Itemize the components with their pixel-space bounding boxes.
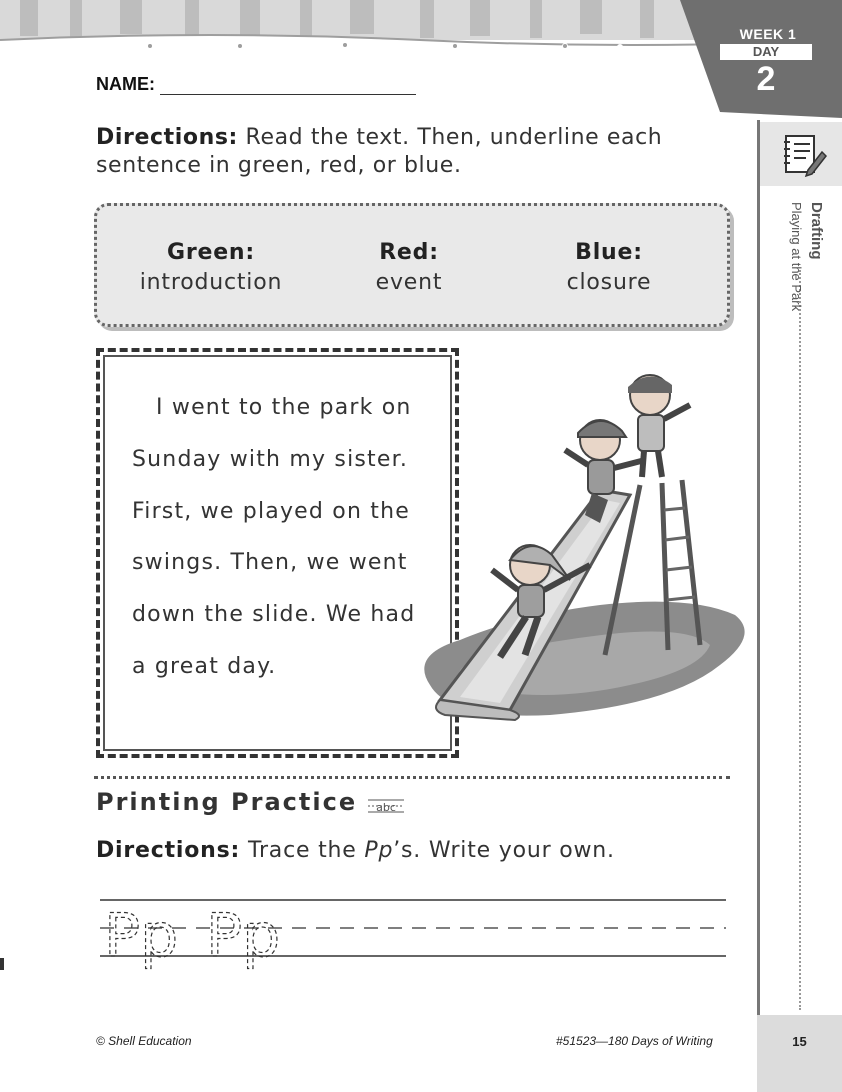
day-label: DAY: [720, 44, 812, 60]
section-divider: [94, 776, 730, 779]
footer-copyright: © Shell Education: [96, 1034, 192, 1048]
right-dotted-line: [799, 270, 801, 1010]
trace-letters-1: Pp: [104, 901, 179, 971]
handwriting-practice-lines[interactable]: [96, 892, 726, 972]
legend-green: [111, 238, 311, 298]
story-text[interactable]: I went to the park on Sunday with my sister. First, we played on the swings. Then, we went down the slide. We had a great day.: [132, 395, 416, 679]
legend-heading: Blue:: [575, 240, 643, 265]
name-write-line[interactable]: [160, 94, 416, 95]
kids-on-slide-illustration: [400, 365, 760, 735]
side-section-label: Drafting: [808, 202, 825, 260]
printing-directions: [96, 838, 615, 863]
legend-value: event: [375, 270, 443, 295]
legend-heading: Green:: [166, 240, 255, 265]
legend-heading: Red:: [379, 240, 439, 265]
abc-icon-label: abc: [376, 801, 396, 814]
week-label: WEEK 1: [739, 26, 797, 42]
side-tab-text: [782, 200, 842, 360]
legend-red: [309, 238, 509, 298]
color-legend-box: [94, 203, 730, 327]
abc-lines-icon: [368, 797, 404, 815]
printing-directions-pre: Trace the: [240, 838, 365, 863]
side-topic-label: Playing at the Park: [789, 202, 804, 312]
page-number: 15: [792, 1034, 807, 1049]
trace-letters-2: Pp: [206, 901, 281, 971]
name-label: NAME:: [96, 74, 155, 94]
page-number-tab: [757, 1015, 842, 1092]
directions: [96, 124, 716, 180]
legend-blue: [509, 238, 709, 298]
day-number: 2: [756, 60, 776, 98]
left-edge-mark: [0, 958, 4, 970]
side-icon-tab: [760, 122, 842, 186]
legend-value: introduction: [139, 270, 283, 295]
footer-product: #51523—180 Days of Writing: [556, 1034, 713, 1048]
directions-label: Directions:: [96, 125, 238, 150]
printing-directions-label: Directions:: [96, 838, 241, 863]
printing-directions-post: ’s. Write your own.: [393, 838, 615, 863]
directions-text: Read the text. Then, underline each sentence in green, red, or blue.: [96, 125, 663, 178]
legend-value: closure: [566, 270, 652, 295]
printing-directions-letters: Pp: [364, 838, 394, 863]
notebook-pencil-icon: [760, 122, 842, 186]
printing-practice-title: Printing Practice: [96, 788, 358, 816]
